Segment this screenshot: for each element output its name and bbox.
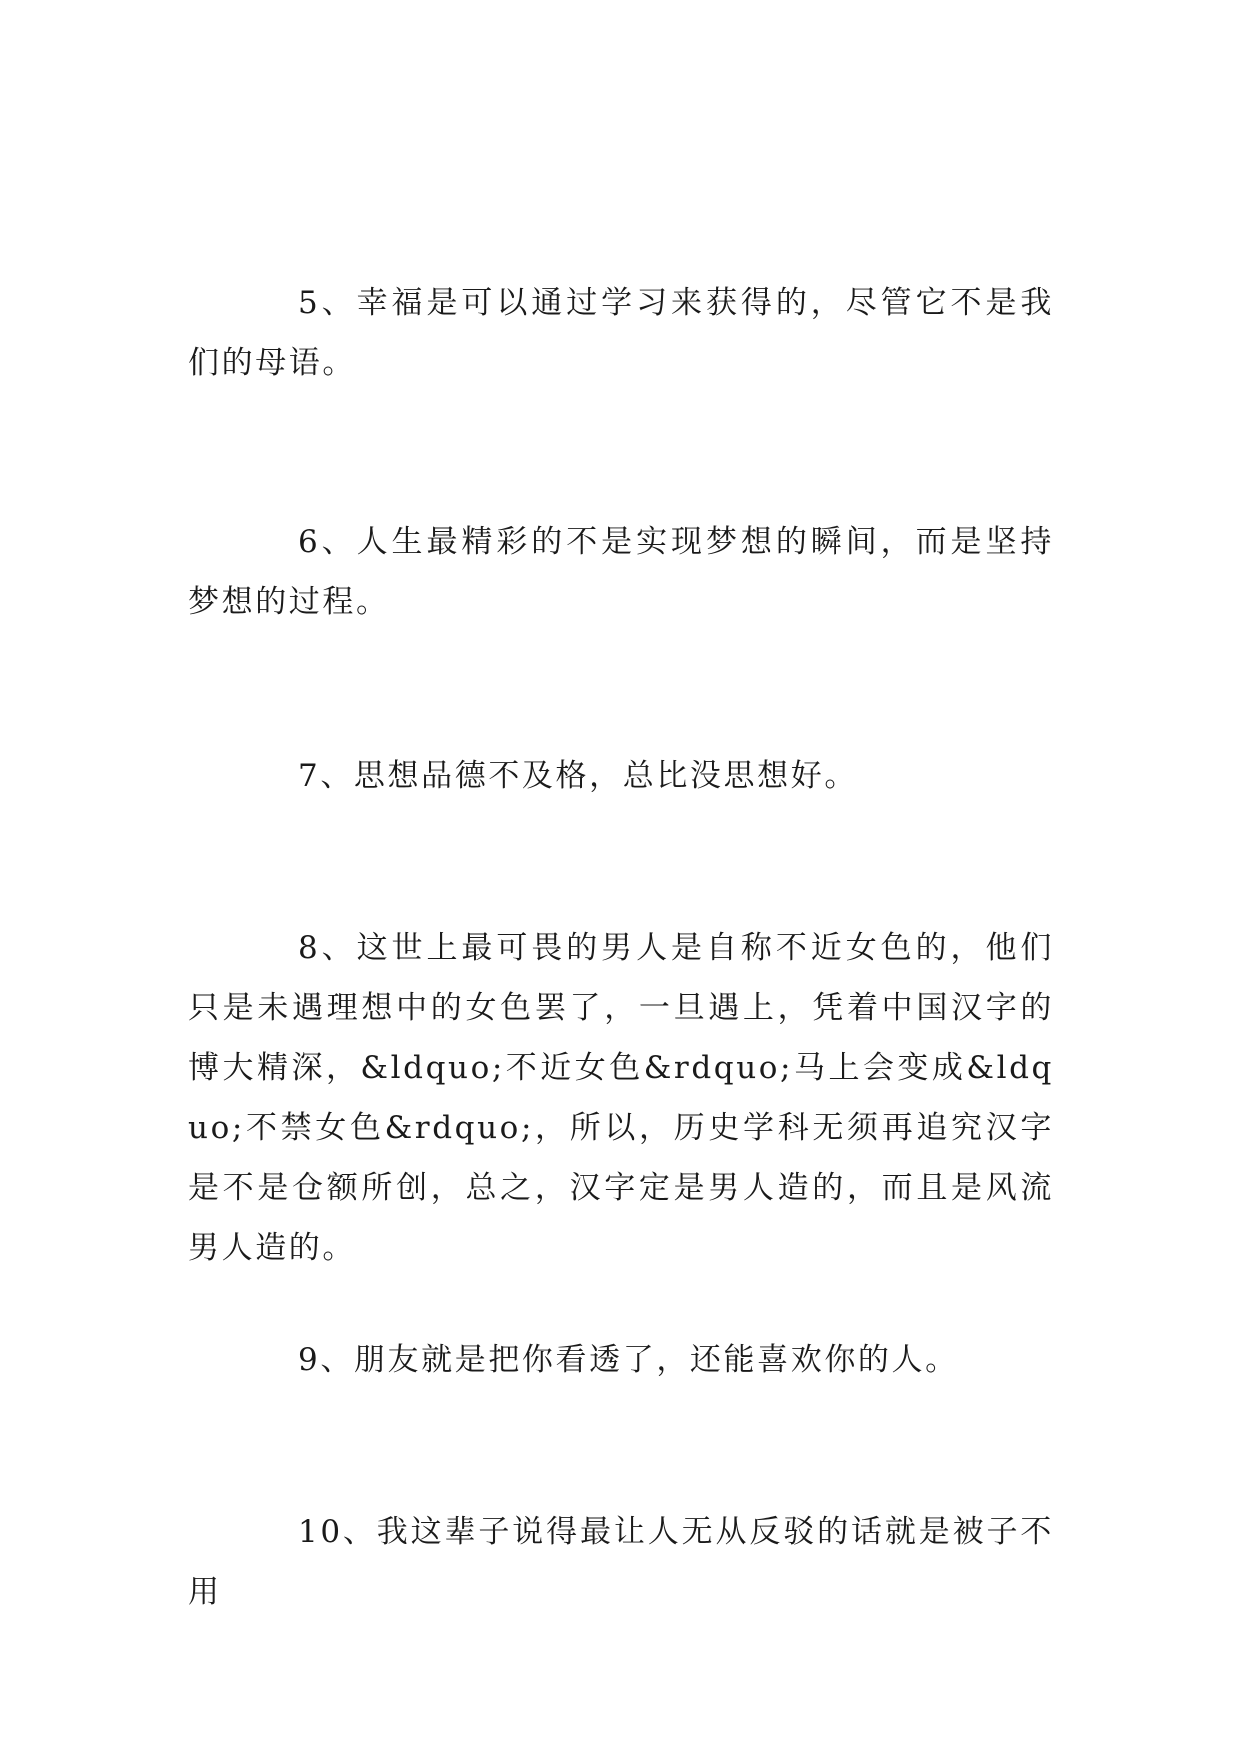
paragraph-5: 5、幸福是可以通过学习来获得的，尽管它不是我们的母语。 <box>188 285 1054 381</box>
paragraph-6: 6、人生最精彩的不是实现梦想的瞬间，而是坚持梦想的过程。 <box>188 524 1054 620</box>
paragraph-8: 8、这世上最可畏的男人是自称不近女色的，他们只是未遇理想中的女色罢了，一旦遇上，凭着中国汉字的博大精深，&ldquo;不近女色&rdquo;马上会变成&ldquo;不禁女色&rdquo;，所以，历史学科无须再追究汉字是不是仓额所创，总之，汉字定是男人造的，而且是风流男人造的。 <box>188 930 1054 1266</box>
paragraph-7: 7、思想品德不及格，总比没思想好。 <box>298 758 858 794</box>
paragraph-9: 9、朋友就是把你看透了，还能喜欢你的人。 <box>298 1342 959 1378</box>
paragraph-10: 10、我这辈子说得最让人无从反驳的话就是被子不用 <box>188 1514 1054 1610</box>
